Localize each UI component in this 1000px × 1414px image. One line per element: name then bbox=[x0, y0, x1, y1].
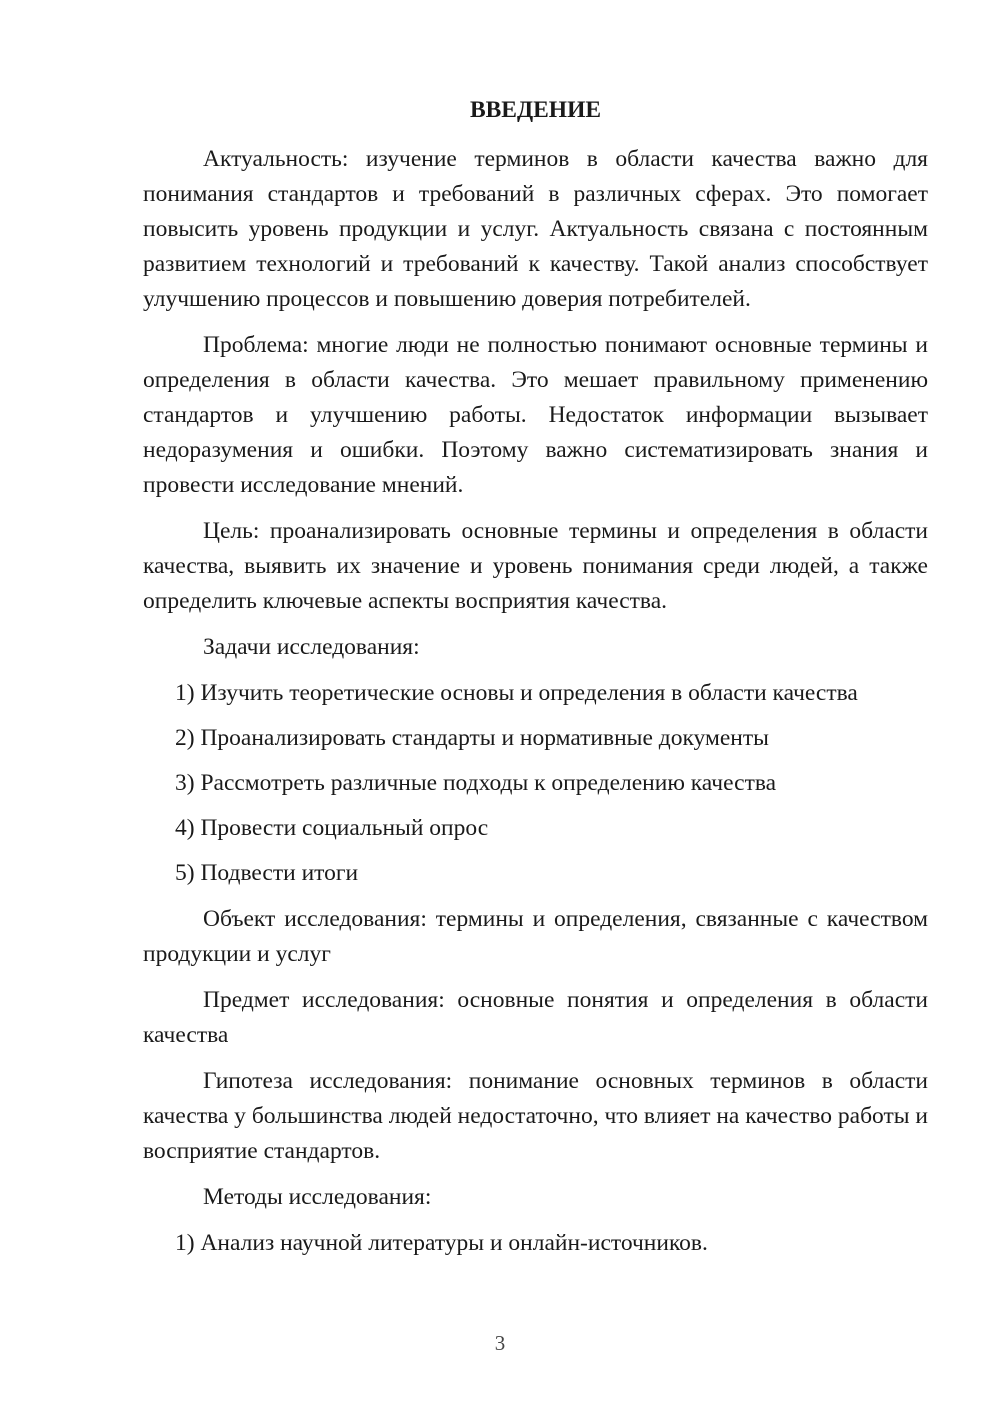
subject-paragraph: Предмет исследования: основные понятия и определения в области качества bbox=[143, 987, 928, 1048]
relevance-paragraph: Актуальность: изучение терминов в области качества важно для понимания стандартов и требований в различных сферах. Это помогает повысить уровень продукции и услуг. Актуальность связана с постоянным развитием технологий и требований к качеству. Такой анализ способствует улучшению процессов и повышению доверия потребителей. bbox=[143, 146, 928, 312]
list-item: 2) Проанализировать стандарты и нормативные документы bbox=[175, 725, 769, 751]
document-page bbox=[143, 93, 928, 1272]
object-paragraph: Объект исследования: термины и определения, связанные с качеством продукции и услуг bbox=[143, 906, 928, 967]
page-number: 3 bbox=[494, 1331, 506, 1355]
page-title: ВВЕДЕНИЕ bbox=[469, 97, 602, 123]
list-item: 1) Анализ научной литературы и онлайн-источников. bbox=[175, 1230, 708, 1256]
list-item: 4) Провести социальный опрос bbox=[175, 815, 489, 841]
goal-paragraph: Цель: проанализировать основные термины и определения в области качества, выявить их значение и уровень понимания среди людей, а также определить ключевые аспекты восприятия качества. bbox=[143, 518, 928, 614]
list-item: 1) Изучить теоретические основы и определения в области качества bbox=[175, 680, 858, 706]
tasks-list bbox=[143, 676, 928, 891]
tasks-heading: Задачи исследования: bbox=[203, 634, 420, 660]
methods-heading: Методы исследования: bbox=[203, 1184, 432, 1210]
methods-list bbox=[143, 1226, 928, 1261]
hypothesis-paragraph: Гипотеза исследования: понимание основных терминов в области качества у большинства людей недостаточно, что влияет на качество работы и восприятие стандартов. bbox=[143, 1068, 928, 1164]
problem-paragraph: Проблема: многие люди не полностью понимают основные термины и определения в области качества. Это мешает правильному применению стандартов и улучшению работы. Недостаток информации вызывает недоразумения и ошибки. Поэтому важно систематизировать знания и провести исследование мнений. bbox=[143, 332, 928, 498]
list-item: 3) Рассмотреть различные подходы к определению качества bbox=[175, 770, 777, 796]
list-item: 5) Подвести итоги bbox=[175, 860, 359, 886]
